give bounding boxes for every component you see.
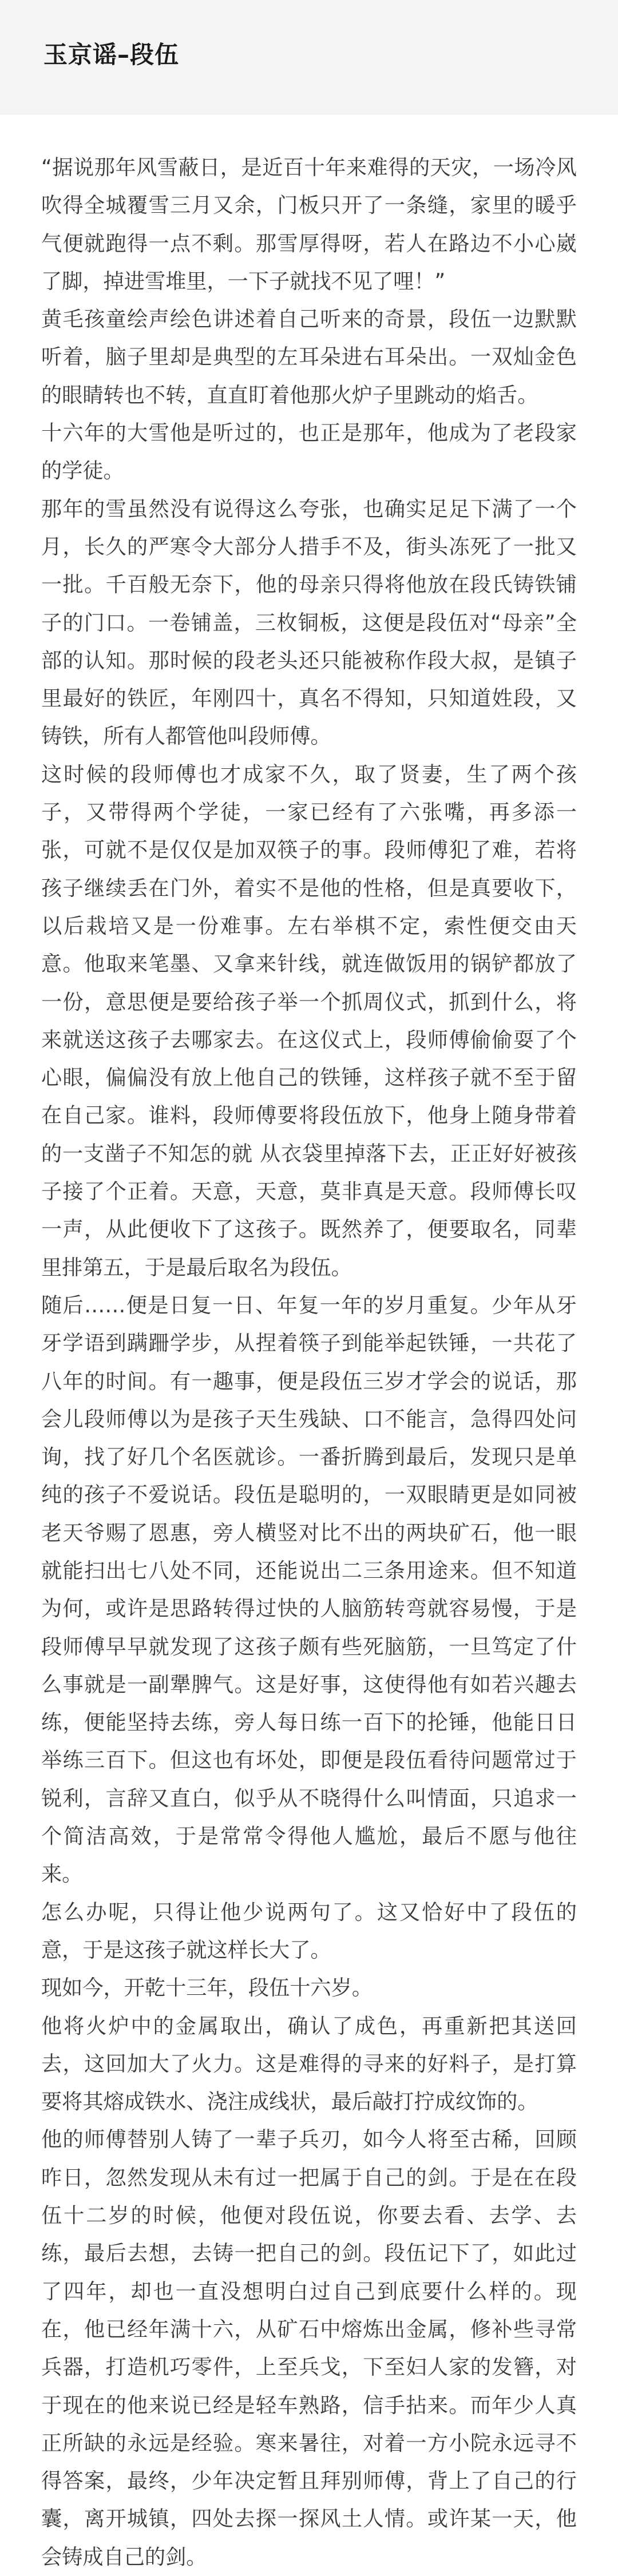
article-paragraph: 现如今，开乾十三年，段伍十六岁。 <box>41 1975 373 2001</box>
page-title: 玉京谣–段伍 <box>43 41 180 69</box>
article-paragraph: 随后……便是日复一日、年复一年的岁月重复。少年从牙牙学语到蹒跚学步，从捏着筷子到能举起铁锤，一共花了八年的时间。有一趣事，便是段伍三岁才学会的说话，那会儿段师傅以为是孩子天生残缺、口不能言，急得四处问询，找了好几个名医就诊。一番折腾到最后，发现只是单纯的孩子不爱说话。段伍是聪明的，一双眼睛更是如同被老天爷赐了恩惠，旁人横竖对比不出的两块矿石，他一眼就能扫出七八处不同，还能说出二三条用途来。但不知道为何，或许是思路转得过快的人脑筋转弯就容易慢，于是段师傅早早就发现了这孩子颇有些死脑筋，一旦笃定了什么事就是一副犟脾气。这是好事，这使得他有如若兴趣去练，便能坚持去练，旁人每日练一百下的抡锤，他能日日举练三百下。但这也有坏处，即便是段伍看待问题常过于锐利，言辞又直白，似乎从不晓得什么叫情面，只追求一个简洁高效，于是常常令得他人尴尬，最后不愿与他往来。 <box>41 1292 577 1887</box>
article-paragraph: 他将火炉中的金属取出，确认了成色，再重新把其送回去，这回加大了火力。这是难得的寻来的好料子，是打算要将其熔成铁水、浇注成线状，最后敲打拧成纹饰的。 <box>41 2013 577 2114</box>
article-paragraph: 黄毛孩童绘声绘色讲述着自己听来的奇景，段伍一边默默听着，脑子里却是典型的左耳朵进右耳朵出。一双灿金色的眼睛转也不转，直直盯着他那火炉子里跳动的焰舌。 <box>41 307 577 407</box>
page-header <box>0 0 618 114</box>
article-paragraph: 十六年的大雪他是听过的，也正是那年，他成为了老段家的学徒。 <box>41 420 577 483</box>
article-paragraph: 怎么办呢，只得让他少说两句了。这又恰好中了段伍的意，于是这孩子就这样长大了。 <box>41 1899 577 1962</box>
article-paragraph: 他的师傅替别人铸了一辈子兵刃，如今人将至古稀，回顾昨日，忽然发现从未有过一把属于自己的剑。于是在在段伍十二岁的时候，他便对段伍说，你要去看、去学、去练，最后去想，去铸一把自己的剑。段伍记下了，如此过了四年，却也一直没想明白过自己到底要什么样的。现在，他已经年满十六，从矿石中熔炼出金属，修补些寻常兵器，打造机巧零件，上至兵戈，下至妇人家的发簪，对于现在的他来说已经是轻车熟路，信手拈来。而年少人真正所缺的永远是经验。寒来暑往，对着一方小院永远寻不得答案，最终，少年决定暂且拜别师傅，背上了自己的行囊，离开城镇，四处去探一探风土人情。或许某一天，他会铸成自己的剑。 <box>41 2127 577 2569</box>
article-paragraph: 那年的雪虽然没有说得这么夸张，也确实足足下满了一个月，长久的严寒令大部分人措手不及，街头冻死了一批又一批。千百般无奈下，他的母亲只得将他放在段氏铸铁铺子的门口。一卷铺盖，三枚铜板，这便是段伍对“母亲”全部的认知。那时候的段老头还只能被称作段大叔，是镇子里最好的铁匠，年刚四十，真名不得知，只知道姓段，又铸铁，所有人都管他叫段师傅。 <box>41 496 577 749</box>
article-body <box>0 114 618 2576</box>
article-paragraph: “据说那年风雪蔽日，是近百十年来难得的天灾，一场冷风吹得全城覆雪三月又余，门板只开了一条缝，家里的暖乎气便就跑得一点不剩。那雪厚得呀，若人在路边不小心崴了脚，掉进雪堆里，一下子就找不见了哩！” <box>41 155 577 293</box>
article-paragraph: 这时候的段师傅也才成家不久，取了贤妻，生了两个孩子，又带得两个学徒，一家已经有了六张嘴，再多添一张，可就不是仅仅是加双筷子的事。段师傅犯了难，若将孩子继续丢在门外，着实不是他的性格，但是真要收下，以后栽培又是一份难事。左右举棋不定，索性便交由天意。他取来笔墨、又拿来针线，就连做饭用的锅铲都放了一份，意思便是要给孩子举一个抓周仪式，抓到什么，将来就送这孩子去哪家去。在这仪式上，段师傅偷偷耍了个心眼，偏偏没有放上他自己的铁锤，这样孩子就不至于留在自己家。谁料，段师傅要将段伍放下，他身上随身带着的一支凿子不知怎的就 从衣袋里掉落下去，正正好好被孩子接了个正着。天意，天意，莫非真是天意。段师傅长叹一声，从此便收下了这孩子。既然养了，便要取名，同辈里排第五，于是最后取名为段伍。 <box>41 761 577 1280</box>
